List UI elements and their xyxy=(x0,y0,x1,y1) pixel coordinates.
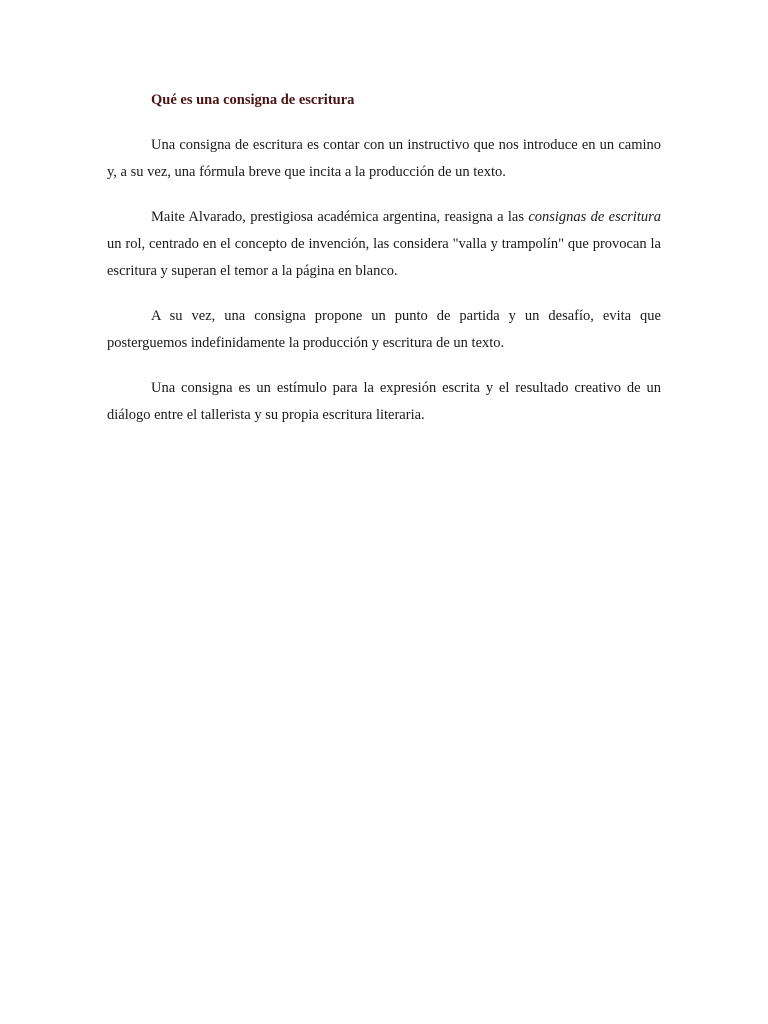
paragraph-4 xyxy=(107,375,661,429)
paragraph-2 xyxy=(107,204,661,285)
paragraph-1-text: Una consigna de escritura es contar con un instructivo que nos introduce en un camino y, a su vez, una fórmula breve que incita a la producción de un texto. xyxy=(107,137,661,180)
document-body xyxy=(107,86,661,447)
paragraph-1 xyxy=(107,132,661,186)
paragraph-3-text: A su vez, una consigna propone un punto de partida y un desafío, evita que posterguemos indefinidamente la producción y escritura de un texto. xyxy=(107,308,661,351)
section-heading: Qué es una consigna de escritura xyxy=(151,92,355,108)
paragraph-2-italic: consignas de escritura xyxy=(528,209,661,225)
paragraph-4-text: Una consigna es un estímulo para la expresión escrita y el resultado creativo de un diálogo entre el tallerista y su propia escritura literaria. xyxy=(107,380,661,423)
paragraph-2-after: un rol, centrado en el concepto de invención, las considera "valla y trampolín" que provocan la escritura y superan el temor a la página en blanco. xyxy=(107,236,661,279)
paragraph-2-before: Maite Alvarado, prestigiosa académica argentina, reasigna a las xyxy=(151,209,529,225)
paragraph-3 xyxy=(107,303,661,357)
